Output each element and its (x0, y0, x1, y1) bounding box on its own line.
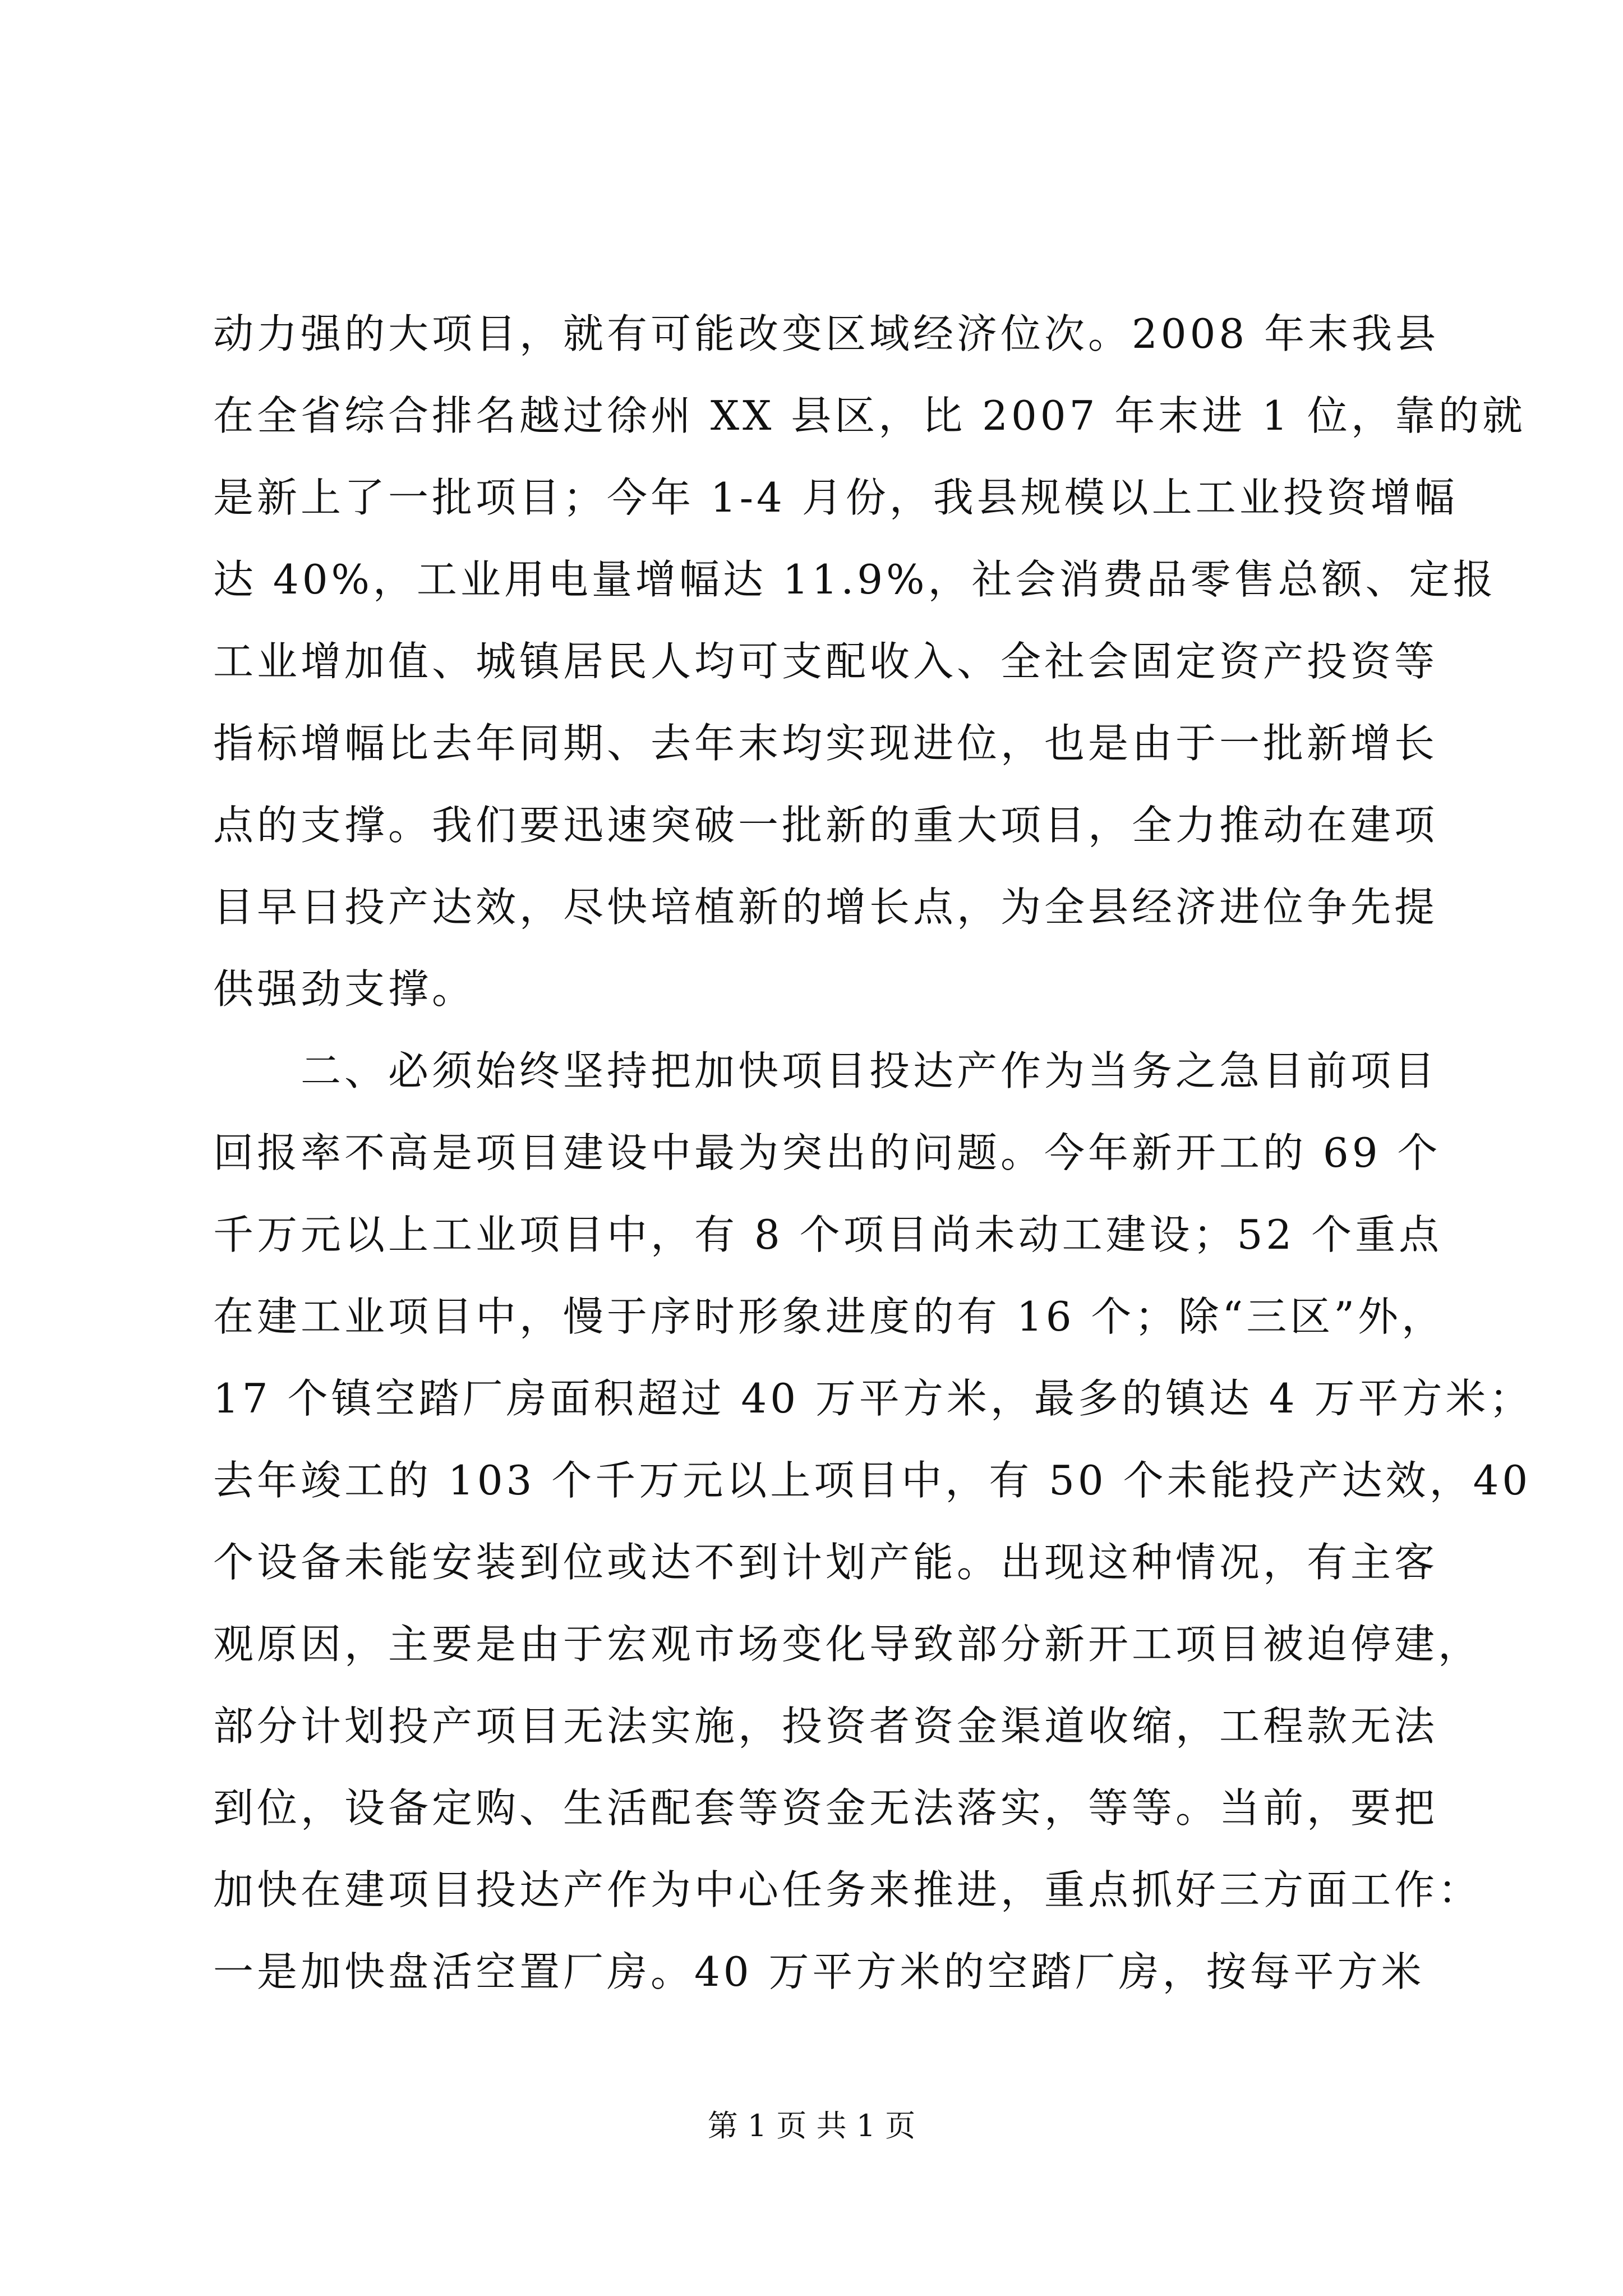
text-line-14: 17 个镇空踏厂房面积超过 40 万平方米，最多的镇达 4 万平方米； (213, 1375, 1533, 1422)
text-line-11: 回报率不高是项目建设中最为突出的问题。今年新开工的 69 个 (213, 1129, 1441, 1176)
text-line-6: 指标增幅比去年同期、去年末均实现进位，也是由于一批新增长 (213, 720, 1438, 767)
text-line-13: 在建工业项目中，慢于序时形象进度的有 16 个；除“三区”外， (213, 1293, 1446, 1340)
text-line-16: 个设备未能安装到位或达不到计划产能。出现这种情况，有主客 (213, 1539, 1438, 1586)
text-line-15: 去年竣工的 103 个千万元以上项目中，有 50 个未能投产达效，40 (213, 1457, 1532, 1504)
text-line-17: 观原因，主要是由于宏观市场变化导致部分新开工项目被迫停建， (213, 1621, 1482, 1668)
text-line-8: 目早日投产达效，尽快培植新的增长点，为全县经济进位争先提 (213, 884, 1438, 931)
text-line-20: 加快在建项目投达产作为中心任务来推进，重点抓好三方面工作： (213, 1866, 1482, 1913)
text-line-2: 在全省综合排名越过徐州 XX 县区，比 2007 年末进 1 位，靠的就 (213, 392, 1526, 439)
text-line-1: 动力强的大项目，就有可能改变区域经济位次。2008 年末我县 (213, 310, 1440, 357)
text-line-7: 点的支撑。我们要迅速突破一批新的重大项目，全力推动在建项 (213, 802, 1438, 849)
text-line-12: 千万元以上工业项目中，有 8 个项目尚未动工建设；52 个重点 (213, 1211, 1443, 1258)
text-line-3: 是新上了一批项目；今年 1-4 月份，我县规模以上工业投资增幅 (213, 474, 1458, 521)
text-line-18: 部分计划投产项目无法实施，投资者资金渠道收缩，工程款无法 (213, 1703, 1438, 1750)
text-line-19: 到位，设备定购、生活配套等资金无法落实，等等。当前，要把 (213, 1784, 1438, 1832)
text-line-10: 二、必须始终坚持把加快项目投达产作为当务之急目前项目 (213, 1047, 1438, 1094)
page-footer: 第 1 页 共 1 页 (707, 2108, 916, 2143)
text-line-21: 一是加快盘活空置厂房。40 万平方米的空踏厂房，按每平方米 (213, 1948, 1425, 1995)
text-line-4: 达 40%，工业用电量增幅达 11.9%，社会消费品零售总额、定报 (213, 556, 1497, 603)
text-line-9: 供强劲支撑。 (213, 965, 476, 1013)
text-line-5: 工业增加值、城镇居民人均可支配收入、全社会固定资产投资等 (213, 638, 1438, 685)
